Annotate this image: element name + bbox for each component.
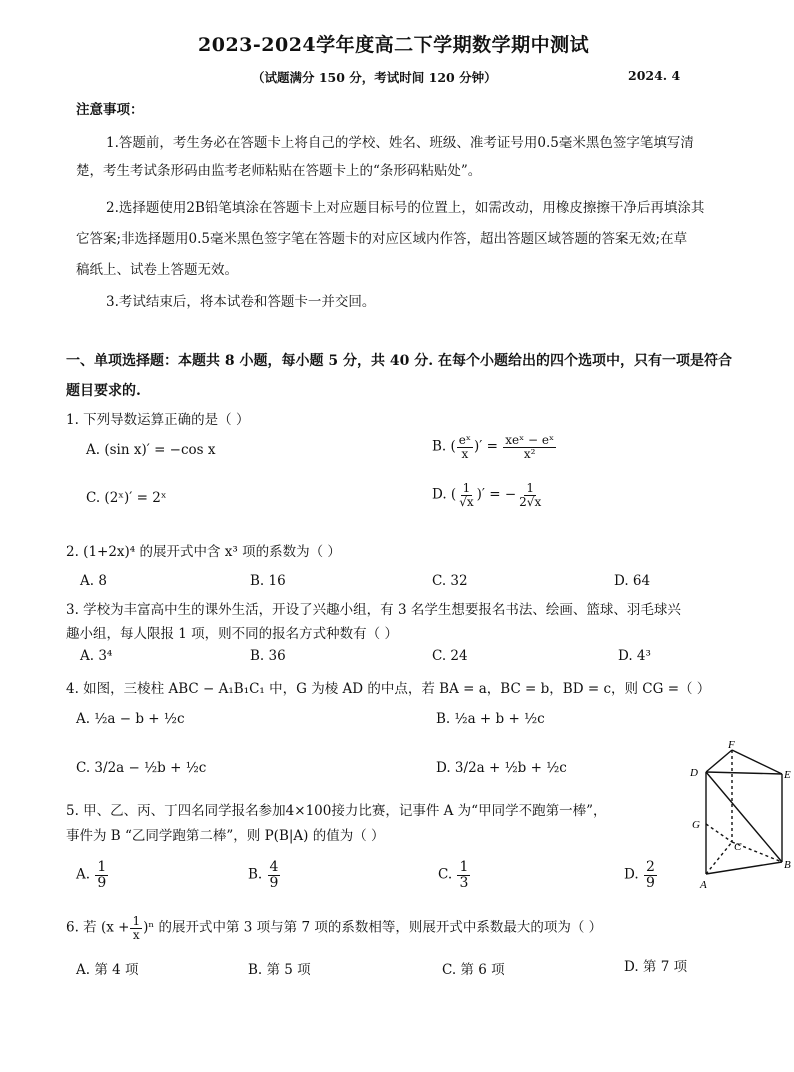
figure-label-b: B xyxy=(784,859,791,871)
question-5-option-b: B. $\frac{4}{9}$ xyxy=(248,859,279,891)
question-5-option-a: A. $\frac{1}{9}$ xyxy=(76,859,107,891)
figure-label-f: F xyxy=(728,739,735,751)
notice-heading: 注意事项： xyxy=(76,102,144,118)
figure-label-d: D xyxy=(690,767,698,779)
question-5-stem-cont: 事件为 B “乙同学跑第二棒”，则 P(B|A) 的值为（ ） xyxy=(66,828,385,844)
question-1-option-a: A. (sin x)′ = −cos x xyxy=(86,442,216,458)
exam-info: （试题满分 150 分，考试时间 120 分钟） xyxy=(252,70,497,85)
question-6-option-c: C. 第 6 项 xyxy=(442,962,505,978)
question-1-stem: 1. 下列导数运算正确的是（ ） xyxy=(66,412,250,428)
question-5-stem: 5. 甲、乙、丙、丁四名同学报名参加4×100接力比赛，记事件 A 为“甲同学不跑第一棒”， xyxy=(66,803,607,819)
question-1-option-c: C. (2ˣ)′ = 2ˣ xyxy=(86,490,167,506)
question-6-option-d: D. 第 7 项 xyxy=(624,959,688,975)
question-4-option-b: B. ½a + b + ½c xyxy=(436,711,545,727)
question-6-option-b: B. 第 5 项 xyxy=(248,962,311,978)
question-3-stem-cont: 趣小组，每人限报 1 项，则不同的报名方式种数有（ ） xyxy=(66,626,398,642)
question-2-option-a: A. 8 xyxy=(80,573,107,589)
figure-label-g: G xyxy=(692,819,700,831)
notice-item-3: 3.考试结束后，将本试卷和答题卡一并交回。 xyxy=(106,294,376,310)
notice-item-2-cont: 它答案;非选择题用0.5毫米黑色签字笔在答题卡的对应区域内作答，超出答题区域答题的答案无效;在草 xyxy=(76,231,688,247)
question-3-option-a: A. 3⁴ xyxy=(80,648,113,664)
notice-item-1: 1.答题前，考生务必在答题卡上将自己的学校、姓名、班级、准考证号用0.5毫米黑色签字笔填写清 xyxy=(106,135,694,151)
section-heading: 一、单项选择题：本题共 8 小题，每小题 5 分，共 40 分. 在每个小题给出的四个选项中，只有一项是符合 xyxy=(66,353,732,369)
notice-item-1-cont: 楚，考生考试条形码由监考老师粘贴在答题卡上的“条形码粘贴处”。 xyxy=(76,163,482,179)
question-1-option-b: B. ( $\frac{\text{eˣ}}{x}$ )′ = $\frac{\text{xeˣ − eˣ}}{\text{x²}}$ xyxy=(432,433,555,461)
question-2-option-d: D. 64 xyxy=(614,573,651,589)
question-2-option-c: C. 32 xyxy=(432,573,468,589)
question-5-option-d: D. $\frac{2}{9}$ xyxy=(624,859,655,891)
question-3-option-d: D. 4³ xyxy=(618,648,651,664)
notice-item-2-cont2: 稿纸上、试卷上答题无效。 xyxy=(76,262,238,278)
section-heading-cont: 题目要求的. xyxy=(66,383,141,399)
question-2-option-b: B. 16 xyxy=(250,573,286,589)
notice-item-2: 2.选择题使用2B铅笔填涂在答题卡上对应题目标号的位置上，如需改动，用橡皮擦擦干净后再填涂其 xyxy=(106,200,705,216)
question-4-option-c: C. 3/2a − ½b + ½c xyxy=(76,760,207,776)
page-title: 2023-2024学年度高二下学期数学期中测试 xyxy=(198,34,590,56)
question-3-option-b: B. 36 xyxy=(250,648,286,664)
question-3-option-c: C. 24 xyxy=(432,648,468,664)
figure-label-c: C xyxy=(734,841,742,853)
prism-figure xyxy=(684,738,794,890)
question-4-option-a: A. ½a − b + ½c xyxy=(76,711,185,727)
question-5-option-c: C. $\frac{1}{3}$ xyxy=(438,859,469,891)
question-6-stem: 6. 若 (x + $\frac{1}{x}$ )ⁿ 的展开式中第 3 项与第 7 项的系数相等，则展开式中系数最大的项为（ ） xyxy=(66,914,603,942)
question-3-stem: 3. 学校为丰富高中生的课外生活，开设了兴趣小组，有 3 名学生想要报名书法、绘画、篮球、羽毛球兴 xyxy=(66,602,681,618)
figure-label-a: A xyxy=(700,879,707,890)
question-4-stem: 4. 如图，三棱柱 ABC − A₁B₁C₁ 中，G 为棱 AD 的中点，若 BA = a，BC = b，BD = c，则 CG =（ ） xyxy=(66,681,711,697)
figure-label-e: E xyxy=(784,769,791,781)
question-2-stem: 2. (1+2x)⁴ 的展开式中含 x³ 项的系数为（ ） xyxy=(66,544,341,560)
question-6-option-a: A. 第 4 项 xyxy=(76,962,139,978)
question-4-option-d: D. 3/2a + ½b + ½c xyxy=(436,760,567,776)
question-1-option-d: D. ( $\frac{1}{√x}$ )′ = − $\frac{1}{2√x}$ xyxy=(432,481,542,509)
exam-date: 2024. 4 xyxy=(628,68,681,83)
